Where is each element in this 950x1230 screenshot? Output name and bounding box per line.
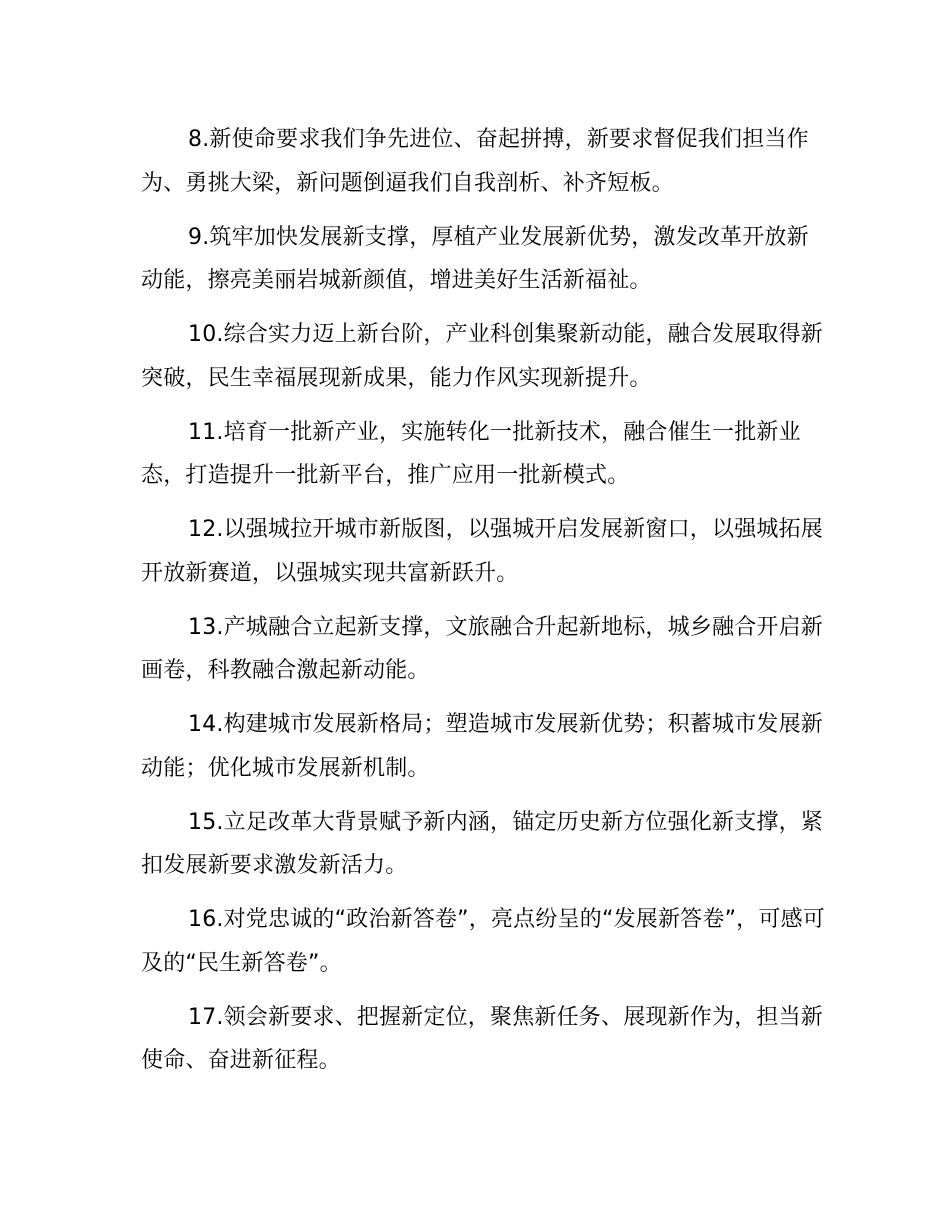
paragraph-11: 11.培育一批新产业，实施转化一批新技术，融合催生一批新业态，打造提升一批新平台，推广应用一批新模式。 [141, 419, 801, 488]
paragraph-15: 15.立足改革大背景赋予新内涵，锚定历史新方位强化新支撑，紧扣发展新要求激发新活力。 [141, 809, 823, 878]
paragraph-8: 8.新使命要求我们争先进位、奋起拼搏，新要求督促我们担当作为、勇挑大梁，新问题倒逼我们自我剖析、补齐短板。 [141, 127, 809, 196]
paragraph-17: 17.领会新要求、把握新定位，聚焦新任务、展现新作为，担当新使命、奋进新征程。 [141, 1004, 823, 1073]
paragraph-10: 10.综合实力迈上新台阶，产业科创集聚新动能，融合发展取得新突破，民生幸福展现新成果，能力作风实现新提升。 [141, 322, 823, 391]
paragraph-16: 16.对党忠诚的“政治新答卷”，亮点纷呈的“发展新答卷”，可感可及的“民生新答卷”。 [141, 907, 825, 976]
paragraph-14: 14.构建城市发展新格局；塑造城市发展新优势；积蓄城市发展新动能；优化城市发展新机制。 [141, 712, 823, 781]
paragraph-12: 12.以强城拉开城市新版图，以强城开启发展新窗口，以强城拓展开放新赛道，以强城实现共富新跃升。 [141, 517, 823, 586]
paragraph-9: 9.筑牢加快发展新支撑，厚植产业发展新优势，激发改革开放新动能，擦亮美丽岩城新颜值，增进美好生活新福祉。 [141, 224, 809, 293]
paragraph-13: 13.产城融合立起新支撑，文旅融合升起新地标，城乡融合开启新画卷，科教融合激起新动能。 [141, 614, 823, 683]
document-body [141, 118, 826, 1093]
